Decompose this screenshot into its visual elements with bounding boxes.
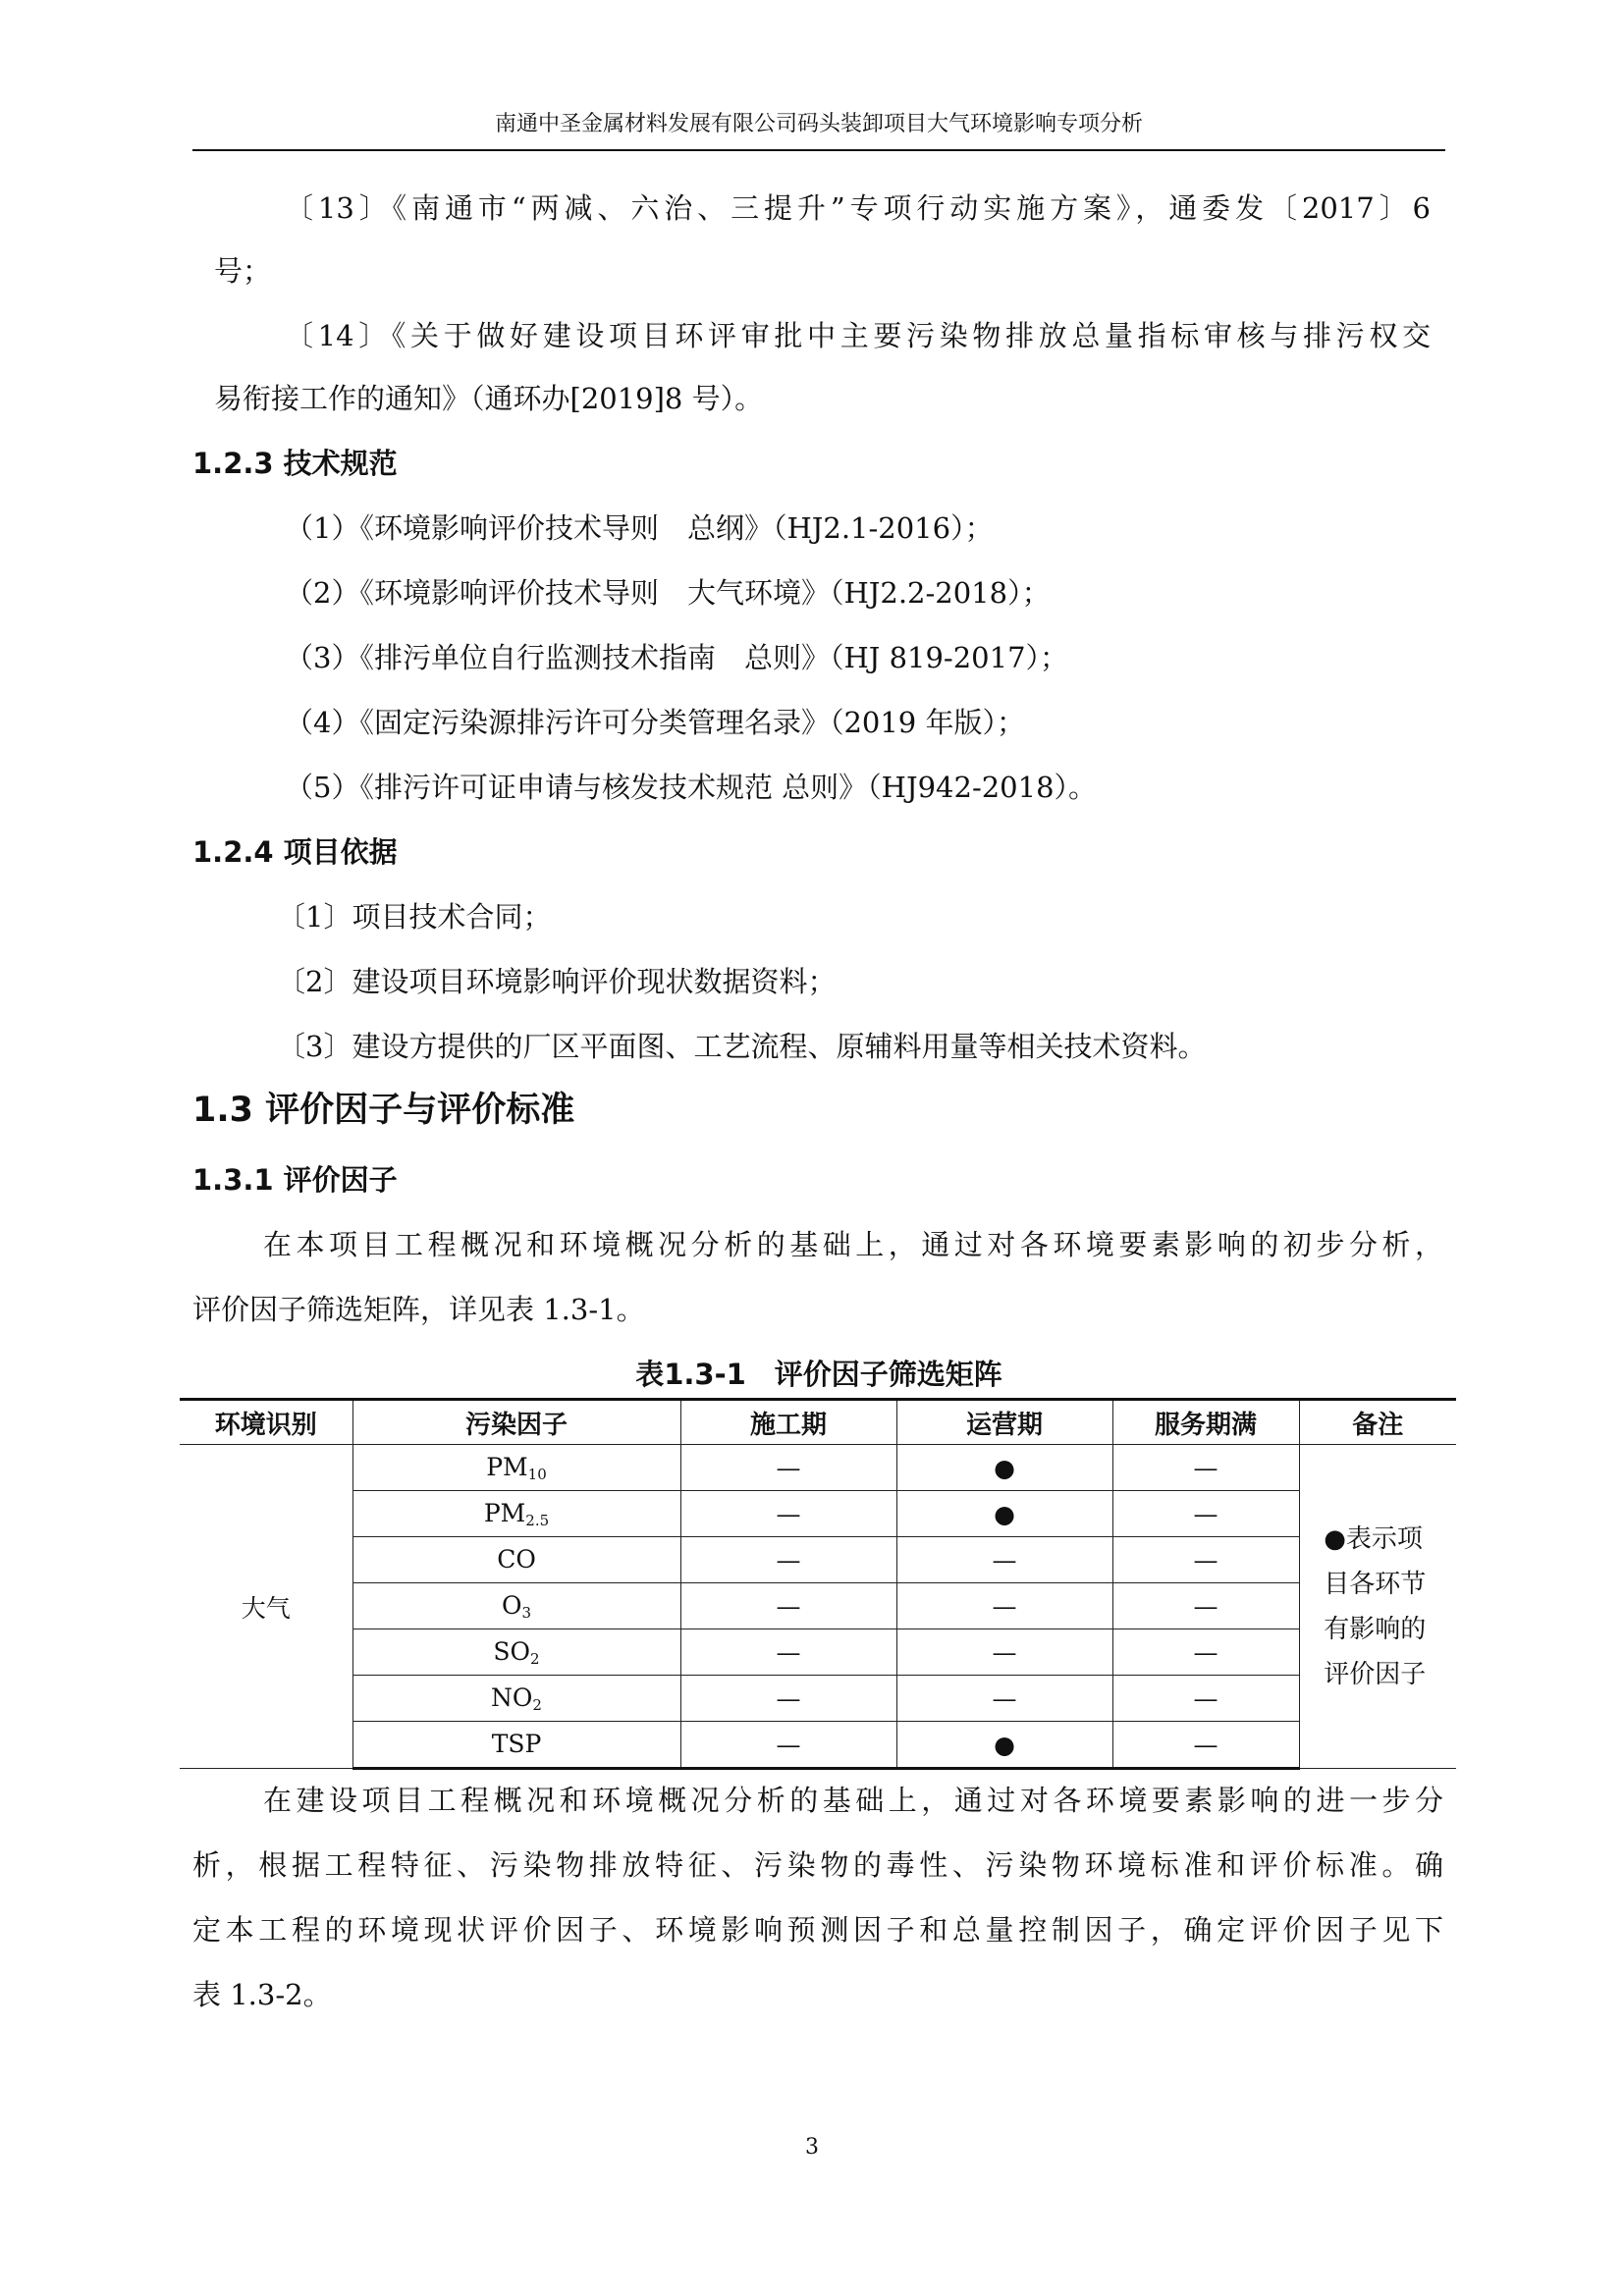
factor-cell: CO bbox=[352, 1537, 680, 1583]
heading-1-3: 1.3 评价因子与评价标准 bbox=[192, 1091, 575, 1130]
factor-cell: $O_3$ bbox=[352, 1583, 680, 1629]
header-operation-period: 运营期 bbox=[896, 1400, 1112, 1445]
construction-cell: — bbox=[680, 1722, 896, 1769]
page-header-title: 南通中圣金属材料发展有限公司码头装卸项目大气环境影响专项分析 bbox=[494, 112, 1143, 136]
ref-14-line2: 易衔接工作的通知》（通环办[2019]8 号）。 bbox=[214, 382, 764, 415]
table-row bbox=[180, 1537, 1456, 1583]
service-expiry-cell: — bbox=[1112, 1676, 1299, 1722]
operation-cell: — bbox=[896, 1537, 1112, 1583]
heading-1-2-3: 1.2.3 技术规范 bbox=[192, 447, 398, 480]
remarks-cell: ●表示项目各环节有影响的评价因子 bbox=[1299, 1445, 1456, 1769]
operation-cell: ● bbox=[896, 1445, 1112, 1491]
heading-1-2-4: 1.2.4 项目依据 bbox=[192, 835, 398, 869]
service-expiry-cell: — bbox=[1112, 1583, 1299, 1629]
table-row bbox=[180, 1583, 1456, 1629]
ref-13-line2: 号； bbox=[214, 254, 272, 288]
table-header-row bbox=[180, 1400, 1456, 1445]
tech-spec-item-4: （4）《固定污染源排污许可分类管理名录》（2019 年版）； bbox=[285, 706, 1025, 739]
factor-cell: $NO_2$ bbox=[352, 1676, 680, 1722]
header-pollutant-factor: 污染因子 bbox=[352, 1400, 680, 1445]
table-row bbox=[180, 1445, 1456, 1491]
basis-item-1: 〔1〕项目技术合同； bbox=[277, 900, 552, 934]
category-atmosphere: 大气 bbox=[180, 1445, 352, 1769]
service-expiry-cell: — bbox=[1112, 1629, 1299, 1676]
construction-cell: — bbox=[680, 1583, 896, 1629]
operation-cell: — bbox=[896, 1676, 1112, 1722]
factor-screening-table bbox=[180, 1398, 1456, 1770]
factor-cell: $PM_{10}$ bbox=[352, 1445, 680, 1491]
construction-cell: — bbox=[680, 1629, 896, 1676]
service-expiry-cell: — bbox=[1112, 1445, 1299, 1491]
header-env-identification: 环境识别 bbox=[180, 1400, 352, 1445]
tech-spec-item-3: （3）《排污单位自行监测技术指南 总则》（HJ 819-2017）； bbox=[285, 641, 1069, 674]
tech-spec-item-1: （1）《环境影响评价技术导则 总纲》（HJ2.1-2016）； bbox=[285, 511, 994, 545]
basis-item-3: 〔3〕建设方提供的厂区平面图、工艺流程、原辅料用量等相关技术资料。 bbox=[277, 1030, 1207, 1063]
header-remarks: 备注 bbox=[1299, 1400, 1456, 1445]
tech-spec-item-5: （5）《排污许可证申请与核发技术规范 总则》（HJ942-2018）。 bbox=[285, 771, 1098, 804]
table-row bbox=[180, 1629, 1456, 1676]
heading-1-3-1: 1.3.1 评价因子 bbox=[192, 1163, 398, 1197]
header-rule bbox=[192, 149, 1445, 151]
intro-paragraph-line2: 评价因子筛选矩阵，详见表 1.3-1。 bbox=[192, 1293, 645, 1326]
followup-paragraph-line3: 定本工程的环境现状评价因子、环境影响预测因子和总量控制因子，确定评价因子见下 bbox=[192, 1913, 1443, 1947]
table-row bbox=[180, 1676, 1456, 1722]
ref-14-line1: 〔14〕《关于做好建设项目环评审批中主要污染物排放总量指标审核与排污权交 bbox=[285, 319, 1431, 352]
factor-cell: TSP bbox=[352, 1722, 680, 1769]
followup-paragraph-line4: 表 1.3-2。 bbox=[192, 1978, 332, 2011]
construction-cell: — bbox=[680, 1676, 896, 1722]
followup-paragraph-line1: 在建设项目工程概况和环境概况分析的基础上，通过对各环境要素影响的进一步分 bbox=[263, 1784, 1443, 1817]
service-expiry-cell: — bbox=[1112, 1722, 1299, 1769]
factor-cell: $PM_{2.5}$ bbox=[352, 1491, 680, 1537]
intro-paragraph-line1: 在本项目工程概况和环境概况分析的基础上，通过对各环境要素影响的初步分析， bbox=[263, 1228, 1443, 1261]
factor-cell: $SO_2$ bbox=[352, 1629, 680, 1676]
service-expiry-cell: — bbox=[1112, 1491, 1299, 1537]
operation-cell: ● bbox=[896, 1722, 1112, 1769]
service-expiry-cell: — bbox=[1112, 1537, 1299, 1583]
operation-cell: — bbox=[896, 1583, 1112, 1629]
construction-cell: — bbox=[680, 1537, 896, 1583]
tech-spec-item-2: （2）《环境影响评价技术导则 大气环境》（HJ2.2-2018）； bbox=[285, 576, 1051, 610]
basis-item-2: 〔2〕建设项目环境影响评价现状数据资料； bbox=[277, 965, 837, 998]
header-construction-period: 施工期 bbox=[680, 1400, 896, 1445]
table-row bbox=[180, 1722, 1456, 1769]
construction-cell: — bbox=[680, 1491, 896, 1537]
operation-cell: — bbox=[896, 1629, 1112, 1676]
table-row bbox=[180, 1491, 1456, 1537]
construction-cell: — bbox=[680, 1445, 896, 1491]
table-caption: 表1.3-1 评价因子筛选矩阵 bbox=[635, 1358, 1002, 1391]
header-service-expiry: 服务期满 bbox=[1112, 1400, 1299, 1445]
followup-paragraph-line2: 析，根据工程特征、污染物排放特征、污染物的毒性、污染物环境标准和评价标准。确 bbox=[192, 1848, 1443, 1882]
ref-13-line1: 〔13〕《南通市“两减、六治、三提升”专项行动实施方案》，通委发〔2017〕6 bbox=[285, 191, 1431, 225]
operation-cell: ● bbox=[896, 1491, 1112, 1537]
page-number: 3 bbox=[805, 2135, 819, 2160]
